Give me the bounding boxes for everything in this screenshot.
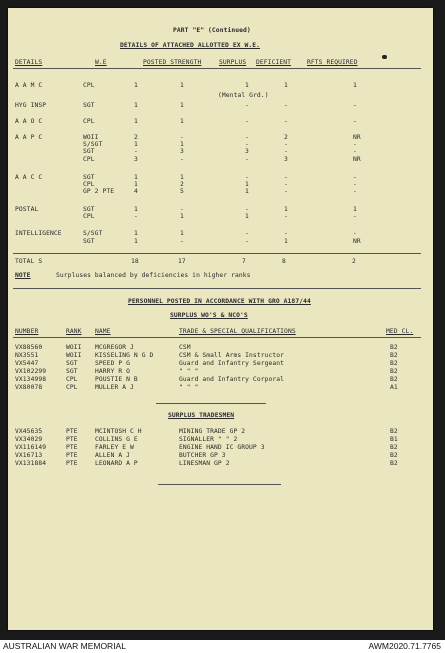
table-row-deficient: - <box>284 141 288 148</box>
nco-end-rule <box>156 403 266 404</box>
table-row-rank: SGT <box>83 148 95 155</box>
table-row-surplus: - <box>245 174 249 181</box>
section-rule <box>13 288 421 289</box>
table-row-posted: 2 <box>180 181 184 188</box>
table-row-deficient: - <box>284 213 288 220</box>
table-row-surplus: 1 <box>245 188 249 195</box>
col-name: NAME <box>95 328 111 335</box>
table-row-detail: A A O C <box>15 118 43 125</box>
nco-rank: CPL <box>66 376 78 383</box>
table-row-posted: - <box>180 156 184 163</box>
tradesman-number: VX34029 <box>15 436 43 443</box>
col-rank: RANK <box>66 328 82 335</box>
nco-rank: WOII <box>66 352 82 359</box>
part-heading: PART "E" (Continued) <box>173 27 251 34</box>
table-row-rfts: - <box>353 174 357 181</box>
table-row-surplus: - <box>245 238 249 245</box>
table-row-rank: CPL <box>83 156 95 163</box>
totals-rfts: 2 <box>352 258 356 265</box>
table-row-posted: 1 <box>180 213 184 220</box>
totals-label: TOTAL S <box>15 258 43 265</box>
table-row-rank: CPL <box>83 118 95 125</box>
tradesman-rank: PTE <box>66 460 78 467</box>
nco-med: B2 <box>390 352 398 359</box>
nco-med: B2 <box>390 368 398 375</box>
table-row-surplus: - <box>245 102 249 109</box>
table-row-rfts: - <box>353 188 357 195</box>
table-row-rank: SGT <box>83 174 95 181</box>
table-row-rfts: - <box>353 213 357 220</box>
nco-trade: Guard and Infantry Corporal <box>179 376 285 383</box>
tradesman-med: B1 <box>390 436 398 443</box>
col-deficient: DEFICIENT <box>256 59 292 66</box>
nco-name: SPEED P G <box>95 360 131 367</box>
tradesman-trade: SIGNALLER " " 2 <box>179 436 238 443</box>
col-details: DETAILS <box>15 59 43 66</box>
table-row-surplus: 3 <box>245 148 249 155</box>
table-row-rfts: - <box>353 181 357 188</box>
table-row-posted: - <box>180 134 184 141</box>
table-row-surplus: 1 <box>245 213 249 220</box>
table-row-deficient: 1 <box>284 206 288 213</box>
table-row-rank: SGT <box>83 206 95 213</box>
table-row-rfts: - <box>353 118 357 125</box>
totals-posted: 17 <box>178 258 186 265</box>
table-row-rank: S/SGT <box>83 141 103 148</box>
table-row-rfts: - <box>353 230 357 237</box>
table-row-deficient: - <box>284 118 288 125</box>
table-row-we: - <box>134 213 138 220</box>
table-row-surplus: - <box>245 206 249 213</box>
table-row-posted: 1 <box>180 174 184 181</box>
personnel-header-rule <box>13 337 421 338</box>
tradesmen-end-rule <box>158 484 281 485</box>
tradesman-rank: PTE <box>66 444 78 451</box>
table-row-rfts: - <box>353 148 357 155</box>
table-row-we: 4 <box>134 188 138 195</box>
document-page <box>8 8 433 630</box>
nco-med: B2 <box>390 360 398 367</box>
table-row-we: 3 <box>134 156 138 163</box>
table-row-rank: WOII <box>83 134 99 141</box>
nco-med: A1 <box>390 384 398 391</box>
nco-name: MCGREGOR J <box>95 344 134 351</box>
table-row-rank: CPL <box>83 82 95 89</box>
table-row-surplus: - <box>245 141 249 148</box>
nco-number: VX134998 <box>15 376 47 383</box>
nco-number: VX5447 <box>15 360 39 367</box>
tradesman-name: COLLINS G E <box>95 436 138 443</box>
note-label: NOTE <box>15 272 31 279</box>
nco-trade: " " " <box>179 384 199 391</box>
table-row-posted: 1 <box>180 102 184 109</box>
table-row-surplus: (Mental Grd.) <box>218 92 269 99</box>
table-row-posted: 1 <box>180 141 184 148</box>
tradesman-trade: BUTCHER GP 3 <box>179 452 226 459</box>
table-row-detail: INTELLIGENCE <box>15 230 62 237</box>
table-row-we: 1 <box>134 82 138 89</box>
table-row-deficient: - <box>284 188 288 195</box>
table-row-we: 1 <box>134 206 138 213</box>
tradesman-med: B2 <box>390 460 398 467</box>
totals-surplus: 7 <box>242 258 246 265</box>
table-row-detail: POSTAL <box>15 206 39 213</box>
table-row-we: 1 <box>134 238 138 245</box>
nco-rank: CPL <box>66 384 78 391</box>
table-row-we: 1 <box>134 174 138 181</box>
tradesman-rank: PTE <box>66 428 78 435</box>
table-row-rfts: NR <box>353 156 361 163</box>
table-row-surplus: - <box>245 118 249 125</box>
table-row-surplus: - <box>245 230 249 237</box>
tradesman-med: B2 <box>390 428 398 435</box>
table-row-deficient: - <box>284 230 288 237</box>
details-title: DETAILS OF ATTACHED ALLOTTED EX W.E. <box>120 42 261 49</box>
nco-med: B2 <box>390 344 398 351</box>
nco-rank: WOII <box>66 344 82 351</box>
table-row-we: 1 <box>134 118 138 125</box>
table-row-posted: 1 <box>180 230 184 237</box>
table-row-surplus: 1 <box>245 82 249 89</box>
nco-trade: CSM & Small Arms Instructor <box>179 352 285 359</box>
table-row-rank: GP 2 PTE <box>83 188 115 195</box>
table-row-posted: - <box>180 238 184 245</box>
tradesman-trade: LINESMAN GP 2 <box>179 460 230 467</box>
table-row-surplus: - <box>245 156 249 163</box>
table-row-we: 2 <box>134 134 138 141</box>
nco-trade: " " " <box>179 368 199 375</box>
table-row-rfts: 1 <box>353 82 357 89</box>
ink-mark <box>382 55 387 59</box>
tradesman-med: B2 <box>390 444 398 451</box>
table-row-surplus: 1 <box>245 181 249 188</box>
nco-trade: Guard and Infantry Sergeant <box>179 360 285 367</box>
tradesman-number: VX131884 <box>15 460 47 467</box>
table-row-rfts: - <box>353 141 357 148</box>
table-row-rfts: NR <box>353 134 361 141</box>
tradesman-med: B2 <box>390 452 398 459</box>
table-row-rfts: - <box>353 102 357 109</box>
nco-med: B2 <box>390 376 398 383</box>
table-row-rank: SGT <box>83 238 95 245</box>
table-row-rank: S/SGT <box>83 230 103 237</box>
table-row-deficient: 1 <box>284 82 288 89</box>
table-row-detail: A A P C <box>15 134 43 141</box>
table-row-we: 1 <box>134 141 138 148</box>
table-row-rfts: 1 <box>353 206 357 213</box>
tradesman-name: FARLEY E W <box>95 444 134 451</box>
col-med: MED CL. <box>386 328 414 335</box>
table-row-detail: A A C C <box>15 174 43 181</box>
tradesman-trade: MINING TRADE GP 2 <box>179 428 246 435</box>
table-row-we: - <box>134 148 138 155</box>
table-row-deficient: - <box>284 148 288 155</box>
table-row-we: 1 <box>134 230 138 237</box>
nco-rank: SGT <box>66 368 78 375</box>
footer-source: AUSTRALIAN WAR MEMORIAL <box>3 641 126 651</box>
table-row-rank: SGT <box>83 102 95 109</box>
nco-number: NX3551 <box>15 352 39 359</box>
totals-deficient: 8 <box>282 258 286 265</box>
tradesman-name: MCINTOSH C H <box>95 428 142 435</box>
tradesman-number: VX45635 <box>15 428 43 435</box>
archive-footer <box>0 640 445 653</box>
table-row-posted: 1 <box>180 82 184 89</box>
table-row-deficient: - <box>284 174 288 181</box>
nco-name: HARRY R O <box>95 368 131 375</box>
col-number: NUMBER <box>15 328 39 335</box>
table-row-posted: 5 <box>180 188 184 195</box>
col-we: W.E <box>95 59 107 66</box>
header-rule <box>13 68 421 69</box>
col-trade: TRADE & SPECIAL QUALIFICATIONS <box>179 328 296 335</box>
table-row-deficient: 1 <box>284 238 288 245</box>
table-row-rank: CPL <box>83 181 95 188</box>
nco-rank: SGT <box>66 360 78 367</box>
nco-number: VX88560 <box>15 344 43 351</box>
table-row-posted: 1 <box>180 118 184 125</box>
table-row-deficient: - <box>284 102 288 109</box>
footer-accession: AWM2020.71.7765 <box>368 641 441 651</box>
tradesman-rank: PTE <box>66 436 78 443</box>
table-row-detail: HYG INSP <box>15 102 47 109</box>
totals-rule <box>13 253 421 254</box>
tradesman-trade: ENGINE HAND IC GROUP 3 <box>179 444 265 451</box>
col-surplus: SURPLUS <box>219 59 247 66</box>
nco-number: VX102299 <box>15 368 47 375</box>
nco-trade: CSM <box>179 344 191 351</box>
tradesman-name: ALLEN A J <box>95 452 131 459</box>
table-row-detail: A A M C <box>15 82 43 89</box>
note-text: Surpluses balanced by deficiencies in higher ranks <box>56 272 251 279</box>
table-row-posted: 3 <box>180 148 184 155</box>
nco-name: POUSTIE N B <box>95 376 138 383</box>
table-row-deficient: 2 <box>284 134 288 141</box>
nco-name: MULLER A J <box>95 384 134 391</box>
tradesman-rank: PTE <box>66 452 78 459</box>
table-row-deficient: 3 <box>284 156 288 163</box>
tradesman-number: VX16713 <box>15 452 43 459</box>
totals-we: 18 <box>131 258 139 265</box>
table-row-deficient: - <box>284 181 288 188</box>
personnel-title: PERSONNEL POSTED IN ACCORDANCE WITH GRO A187/44 <box>128 298 311 305</box>
tradesman-number: VX116149 <box>15 444 47 451</box>
surplus-nco-title: SURPLUS WO'S & NCO'S <box>170 312 248 319</box>
table-row-we: 1 <box>134 102 138 109</box>
col-rfts: RFTS REQUIRED <box>307 59 358 66</box>
table-row-we: 1 <box>134 181 138 188</box>
table-row-rank: CPL <box>83 213 95 220</box>
table-row-rfts: NR <box>353 238 361 245</box>
tradesman-name: LEONARD A P <box>95 460 138 467</box>
col-posted: POSTED STRENGTH <box>143 59 202 66</box>
nco-number: VX80078 <box>15 384 43 391</box>
tradesmen-title: SURPLUS TRADESMEN <box>168 412 235 419</box>
table-row-posted: - <box>180 206 184 213</box>
nco-name: KISSELING N G D <box>95 352 154 359</box>
table-row-surplus: - <box>245 134 249 141</box>
